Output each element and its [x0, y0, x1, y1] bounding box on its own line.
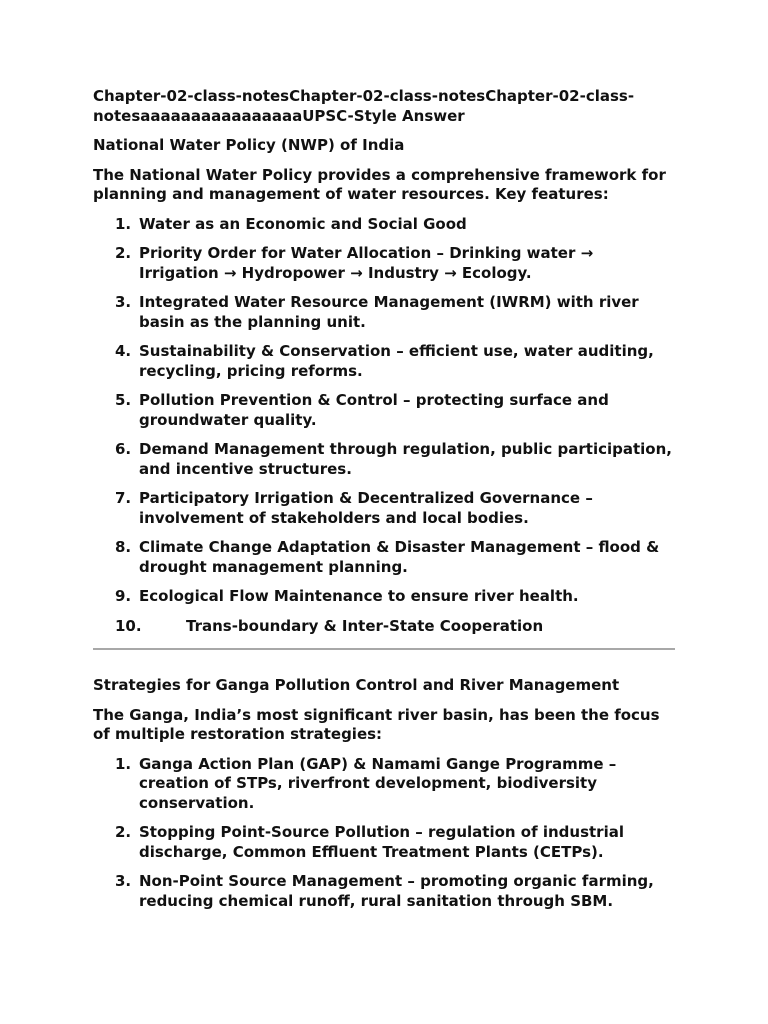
list-item — [93, 489, 675, 528]
list-text: Stopping Point-Source Pollution – regulation of industrial discharge, Common Effluent Treatment Plants (CETPs). — [139, 823, 624, 861]
list-item — [93, 244, 675, 283]
list-text: Non-Point Source Management – promoting organic farming, reducing chemical runoff, rural sanitation through SBM. — [139, 872, 654, 910]
list-item — [93, 823, 675, 862]
list-number: 1. — [115, 754, 132, 773]
list-item — [93, 293, 675, 332]
list-number: 6. — [115, 440, 132, 458]
document-page — [93, 87, 675, 921]
list-item — [93, 215, 675, 235]
list-number: 7. — [115, 489, 132, 507]
list-item — [93, 587, 675, 607]
section-intro-ganga: The Ganga, India’s most significant river basin, has been the focus of multiple restoration strategies: — [93, 705, 660, 743]
list-number: 9. — [115, 587, 132, 605]
section-intro-nwp: The National Water Policy provides a comprehensive framework for planning and management of water resources. Key features: — [93, 165, 666, 203]
list-item — [93, 755, 675, 814]
list-number: 2. — [115, 244, 132, 262]
list-number: 2. — [115, 823, 132, 841]
list-item — [93, 342, 675, 381]
section-title-ganga: Strategies for Ganga Pollution Control and River Management — [93, 676, 620, 694]
list-text: Priority Order for Water Allocation – Drinking water → Irrigation → Hydropower → Industry → Ecology. — [139, 244, 594, 282]
list-number: 10. — [115, 616, 142, 635]
list-text: Trans-boundary & Inter-State Cooperation — [186, 616, 544, 635]
list-text: Ganga Action Plan (GAP) & Namami Gange Programme – creation of STPs, riverfront development, biodiversity conservation. — [139, 754, 617, 812]
list-text: Ecological Flow Maintenance to ensure river health. — [139, 587, 579, 605]
list-text: Water as an Economic and Social Good — [139, 214, 467, 233]
nwp-feature-list — [93, 215, 675, 637]
list-text: Pollution Prevention & Control – protecting surface and groundwater quality. — [139, 391, 609, 429]
list-text: Climate Change Adaptation & Disaster Management – flood & drought management planning. — [139, 538, 660, 576]
list-number: 5. — [115, 391, 132, 409]
list-item — [93, 617, 675, 637]
list-text: Demand Management through regulation, public participation, and incentive structures. — [139, 440, 672, 478]
list-number: 3. — [115, 293, 132, 311]
list-item — [93, 538, 675, 577]
chapter-header: Chapter-02-class-notesChapter-02-class-notesChapter-02-class-notesaaaaaaaaaaaaaaaaUPSC-Style Answer — [93, 87, 635, 125]
list-number: 1. — [115, 214, 132, 233]
list-text: Integrated Water Resource Management (IWRM) with river basin as the planning unit. — [139, 293, 639, 331]
list-number: 3. — [115, 872, 132, 890]
list-item — [93, 440, 675, 479]
section-divider — [93, 648, 675, 650]
list-item — [93, 872, 675, 911]
list-number: 4. — [115, 342, 132, 360]
list-text: Sustainability & Conservation – efficient use, water auditing, recycling, pricing reforms. — [139, 342, 654, 380]
section-title-nwp: National Water Policy (NWP) of India — [93, 136, 405, 154]
list-item — [93, 391, 675, 430]
list-number: 8. — [115, 538, 132, 556]
list-text: Participatory Irrigation & Decentralized Governance – involvement of stakeholders and local bodies. — [139, 489, 593, 527]
ganga-strategy-list — [93, 755, 675, 912]
